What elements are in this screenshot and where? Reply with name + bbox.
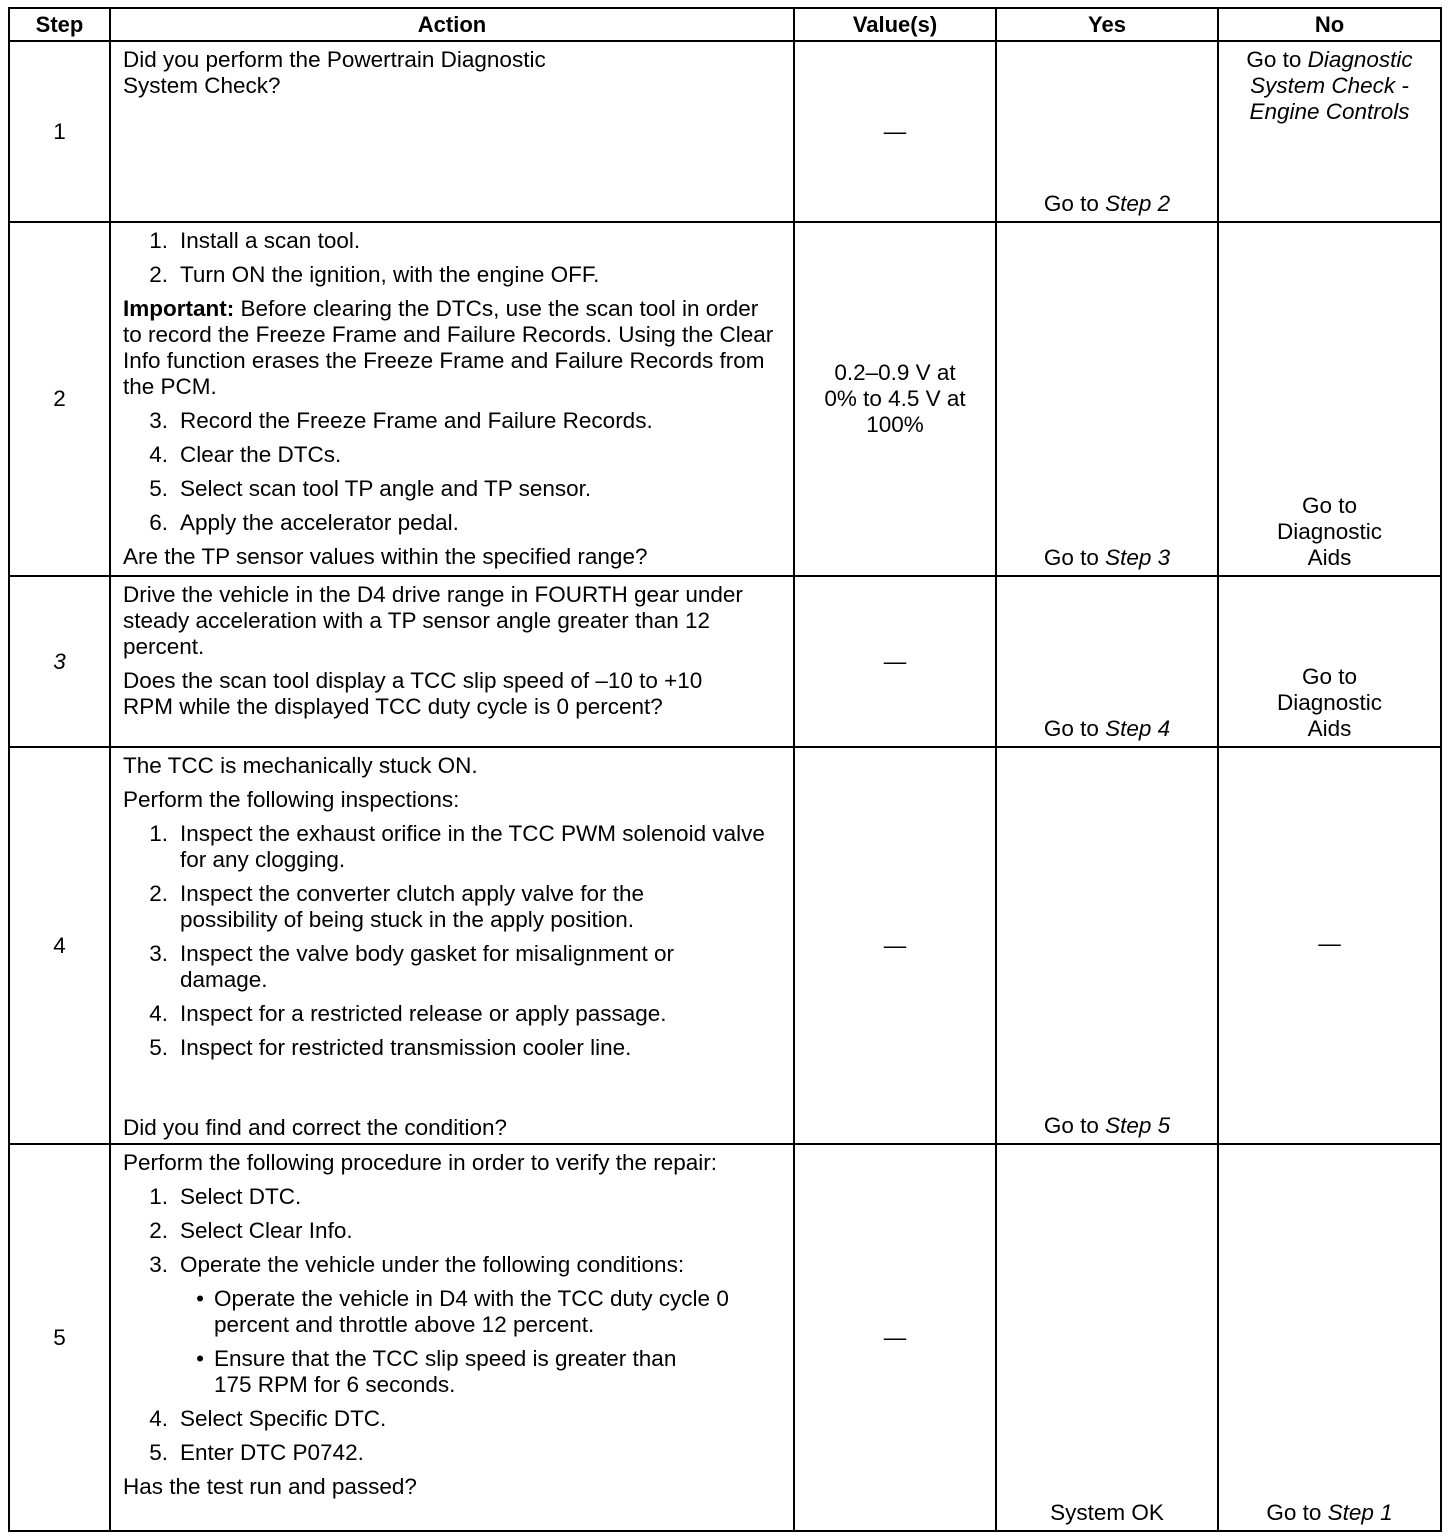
yes-cell bbox=[996, 1144, 1218, 1531]
yes-cell bbox=[996, 747, 1218, 1144]
list-number: 1. bbox=[149, 228, 168, 253]
table-row bbox=[9, 576, 1441, 747]
list-number: 4. bbox=[149, 442, 168, 467]
no-link-text: Diagnostic System Check - Engine Controls bbox=[1249, 47, 1413, 124]
list-number: 4. bbox=[149, 1001, 168, 1026]
action-intro: Perform the following inspections: bbox=[123, 787, 460, 812]
header-no: No bbox=[1218, 8, 1441, 41]
table-row bbox=[9, 222, 1441, 576]
value-cell bbox=[794, 222, 996, 576]
yes-link-text: Step 3 bbox=[1105, 545, 1171, 570]
list-text: Enter DTC P0742. bbox=[180, 1440, 364, 1465]
list-item bbox=[123, 262, 779, 288]
step-number: 5 bbox=[9, 1144, 110, 1531]
yes-prefix: Go to bbox=[1043, 1113, 1106, 1138]
action-cell bbox=[110, 747, 794, 1144]
yes-goto-link[interactable] bbox=[997, 191, 1217, 217]
no-cell bbox=[1218, 222, 1441, 576]
action-question: Did you find and correct the condition? bbox=[123, 1115, 507, 1140]
value-cell: — bbox=[794, 747, 996, 1144]
list-text: Inspect the valve body gasket for misalignment or damage. bbox=[180, 941, 675, 992]
list-item bbox=[123, 1218, 779, 1244]
yes-goto-link[interactable] bbox=[997, 1113, 1217, 1139]
bullet-dot: • bbox=[196, 1346, 204, 1371]
list-item bbox=[123, 1001, 779, 1027]
action-cell bbox=[110, 1144, 794, 1531]
no-goto-link[interactable] bbox=[1219, 47, 1440, 125]
list-item bbox=[123, 1440, 779, 1466]
list-number: 2. bbox=[149, 262, 168, 287]
no-cell bbox=[1218, 576, 1441, 747]
yes-cell bbox=[996, 222, 1218, 576]
list-text: Inspect for a restricted release or apply passage. bbox=[180, 1001, 667, 1026]
list-text: Record the Freeze Frame and Failure Records. bbox=[180, 408, 653, 433]
table-row bbox=[9, 41, 1441, 222]
list-text: Select DTC. bbox=[180, 1184, 302, 1209]
value-text: 0.2–0.9 V at 0% to 4.5 V at 100% bbox=[824, 360, 966, 437]
list-item bbox=[123, 821, 779, 873]
header-row bbox=[9, 8, 1441, 41]
action-question: Has the test run and passed? bbox=[123, 1474, 417, 1499]
yes-cell bbox=[996, 576, 1218, 747]
action-intro: The TCC is mechanically stuck ON. bbox=[123, 753, 478, 778]
list-number: 1. bbox=[149, 821, 168, 846]
list-item bbox=[123, 1252, 779, 1278]
important-text: Before clearing the DTCs, use the scan tool in order to record the Freeze Frame and Failure Records. Using the Clear Info function erases the Freeze Frame and Failure Records from the PCM. bbox=[123, 296, 774, 399]
no-cell bbox=[1218, 41, 1441, 222]
list-item bbox=[123, 442, 779, 468]
list-item bbox=[123, 1184, 779, 1210]
list-item bbox=[123, 510, 779, 536]
list-text: Inspect the exhaust orifice in the TCC PWM solenoid valve for any clogging. bbox=[180, 821, 765, 872]
no-prefix: Go to bbox=[1246, 47, 1308, 72]
list-item bbox=[123, 476, 779, 502]
yes-link-text: Step 4 bbox=[1105, 716, 1171, 741]
list-number: 5. bbox=[149, 1035, 168, 1060]
action-intro: Perform the following procedure in order to verify the repair: bbox=[123, 1150, 718, 1175]
no-link-text: Step 1 bbox=[1327, 1500, 1393, 1525]
no-goto-link[interactable]: Go to Diagnostic Aids bbox=[1276, 664, 1383, 741]
step-number: 1 bbox=[9, 41, 110, 222]
yes-goto-link[interactable] bbox=[997, 545, 1217, 571]
value-cell: — bbox=[794, 41, 996, 222]
list-item bbox=[123, 881, 779, 933]
value-cell: — bbox=[794, 576, 996, 747]
list-text: Install a scan tool. bbox=[180, 228, 361, 253]
table-row bbox=[9, 1144, 1441, 1531]
list-item bbox=[123, 408, 779, 434]
yes-prefix: Go to bbox=[1043, 545, 1106, 570]
no-cell bbox=[1218, 1144, 1441, 1531]
list-number: 3. bbox=[149, 941, 168, 966]
important-label: Important: bbox=[123, 296, 235, 321]
list-number: 3. bbox=[149, 1252, 168, 1277]
no-goto-link[interactable]: Go to Diagnostic Aids bbox=[1276, 493, 1383, 570]
action-cell bbox=[110, 222, 794, 576]
list-item bbox=[123, 1035, 779, 1061]
action-intro: Drive the vehicle in the D4 drive range in FOURTH gear under steady acceleration with a TP sensor angle greater than 12 percent. bbox=[123, 582, 743, 659]
list-text: Turn ON the ignition, with the engine OFF. bbox=[180, 262, 600, 287]
list-text: Clear the DTCs. bbox=[180, 442, 342, 467]
list-text: Select scan tool TP angle and TP sensor. bbox=[180, 476, 592, 501]
bullet-text: Ensure that the TCC slip speed is greater than 175 RPM for 6 seconds. bbox=[214, 1346, 677, 1397]
header-yes: Yes bbox=[996, 8, 1218, 41]
action-cell bbox=[110, 576, 794, 747]
value-cell: — bbox=[794, 1144, 996, 1531]
bullet-text: Operate the vehicle in D4 with the TCC duty cycle 0 percent and throttle above 12 percent. bbox=[214, 1286, 729, 1337]
header-values: Value(s) bbox=[794, 8, 996, 41]
no-goto-link[interactable] bbox=[1219, 1500, 1440, 1526]
list-item bbox=[123, 228, 779, 254]
action-question: Are the TP sensor values within the specified range? bbox=[123, 544, 648, 569]
list-number: 5. bbox=[149, 1440, 168, 1465]
header-step: Step bbox=[9, 8, 110, 41]
bullet-item bbox=[180, 1346, 779, 1398]
header-action: Action bbox=[110, 8, 794, 41]
step-number: 2 bbox=[9, 222, 110, 576]
list-number: 2. bbox=[149, 881, 168, 906]
yes-goto-link[interactable] bbox=[997, 716, 1217, 742]
yes-cell bbox=[996, 41, 1218, 222]
table-row bbox=[9, 747, 1441, 1144]
list-number: 1. bbox=[149, 1184, 168, 1209]
important-note bbox=[123, 296, 779, 400]
list-number: 2. bbox=[149, 1218, 168, 1243]
yes-result: System OK bbox=[1050, 1500, 1164, 1525]
list-item bbox=[123, 941, 779, 993]
step-number: 3 bbox=[9, 576, 110, 747]
list-item bbox=[123, 1406, 779, 1432]
bullet-dot: • bbox=[196, 1286, 204, 1311]
list-text: Select Clear Info. bbox=[180, 1218, 353, 1243]
list-text: Inspect the converter clutch apply valve for the possibility of being stuck in the apply position. bbox=[180, 881, 644, 932]
list-text: Select Specific DTC. bbox=[180, 1406, 387, 1431]
list-number: 4. bbox=[149, 1406, 168, 1431]
step-number: 4 bbox=[9, 747, 110, 1144]
yes-prefix: Go to bbox=[1043, 716, 1106, 741]
yes-prefix: Go to bbox=[1043, 191, 1106, 216]
action-question: Does the scan tool display a TCC slip speed of –10 to +10 RPM while the displayed TCC duty cycle is 0 percent? bbox=[123, 668, 703, 719]
list-number: 3. bbox=[149, 408, 168, 433]
no-value: — bbox=[1318, 930, 1341, 956]
no-cell bbox=[1218, 747, 1441, 1144]
yes-link-text: Step 5 bbox=[1105, 1113, 1171, 1138]
action-question: Did you perform the Powertrain Diagnostic System Check? bbox=[123, 47, 546, 98]
list-text: Apply the accelerator pedal. bbox=[180, 510, 459, 535]
list-text: Inspect for restricted transmission cooler line. bbox=[180, 1035, 632, 1060]
diagnostic-table bbox=[8, 7, 1442, 1532]
bullet-item bbox=[180, 1286, 779, 1338]
no-prefix: Go to bbox=[1266, 1500, 1328, 1525]
yes-link-text: Step 2 bbox=[1105, 191, 1171, 216]
action-cell bbox=[110, 41, 794, 222]
list-number: 6. bbox=[149, 510, 168, 535]
list-number: 5. bbox=[149, 476, 168, 501]
list-text: Operate the vehicle under the following conditions: bbox=[180, 1252, 685, 1277]
